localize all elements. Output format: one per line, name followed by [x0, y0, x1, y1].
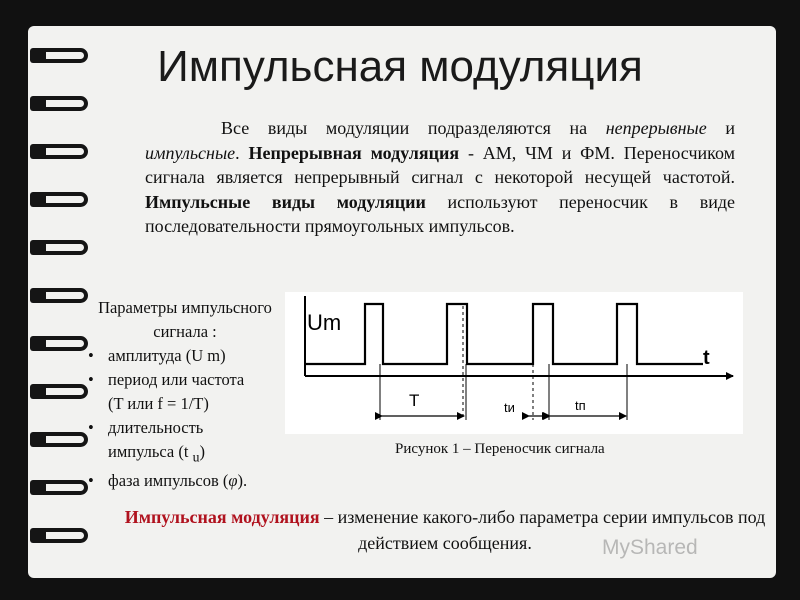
intro-text: используют переносчик в виде последовательности прямоугольных импульсов.	[145, 191, 735, 236]
intro-italic-continuous: непрерывные	[605, 118, 707, 138]
signal-parameters	[80, 296, 290, 493]
parameter-amplitude: амплитуда (U m)	[108, 346, 226, 365]
binder-ring	[30, 144, 88, 159]
parameter-period: период или частота	[108, 370, 245, 389]
intro-text: Все виды модуляции подразделяются на	[221, 118, 606, 138]
bullet-icon: •	[88, 346, 94, 365]
parameter-duration-label: импульса (t	[108, 442, 193, 461]
intro-text: - АМ, ЧМ и ФМ. Переносчиком сигнала является непрерывный сигнал с некоторой несущей частотой.	[145, 142, 736, 187]
parameters-heading: Параметры импульсного сигнала :	[98, 298, 272, 341]
pulse-diagram-svg	[285, 292, 743, 434]
bullet-icon: •	[88, 418, 94, 437]
definition-term: Импульсная модуляция	[124, 507, 320, 527]
parameter-phase-close: ).	[237, 471, 248, 491]
list-item	[80, 469, 290, 493]
parameter-period-formula: (T или f = 1/T)	[108, 394, 209, 413]
pulse-train	[305, 304, 703, 364]
pulse-width-label: tи	[504, 400, 515, 415]
bullet-icon: •	[88, 471, 94, 491]
list-item	[80, 344, 290, 368]
intro-paragraph	[145, 116, 735, 239]
binder-ring	[30, 528, 88, 543]
phi-symbol: φ	[228, 471, 238, 491]
intro-text: .	[235, 142, 249, 163]
definition-text: – изменение какого-либо параметра серии импульсов под действием сообщения.	[319, 507, 766, 553]
intro-bold-continuous-modulation: Непрерывная модуляция	[248, 142, 460, 163]
binder-ring	[30, 240, 88, 255]
intro-text: и	[706, 118, 735, 138]
parameter-duration-sub: u	[192, 449, 200, 465]
parameter-phase: фаза импульсов (	[108, 471, 229, 491]
pulse-diagram	[285, 292, 743, 434]
list-item	[80, 368, 290, 416]
figure-caption: Рисунок 1 – Переносчик сигнала	[395, 441, 605, 457]
parameters-list	[80, 344, 290, 493]
parameter-duration: длительность	[108, 418, 204, 437]
amplitude-label: Um	[307, 310, 342, 335]
watermark-logo: MyShared	[602, 536, 698, 559]
pause-label: tп	[575, 398, 586, 413]
binder-ring	[30, 96, 88, 111]
bullet-icon: •	[88, 370, 94, 389]
intro-italic-impulse: импульсные	[145, 142, 236, 163]
period-label: T	[409, 391, 420, 410]
time-label: t	[703, 347, 710, 369]
slide-title: Импульсная модуляция	[157, 42, 643, 91]
list-item	[80, 416, 290, 469]
parameter-duration-close: )	[199, 442, 205, 461]
intro-bold-impulse-types: Импульсные виды модуляции	[145, 191, 426, 212]
binder-ring	[30, 192, 88, 207]
